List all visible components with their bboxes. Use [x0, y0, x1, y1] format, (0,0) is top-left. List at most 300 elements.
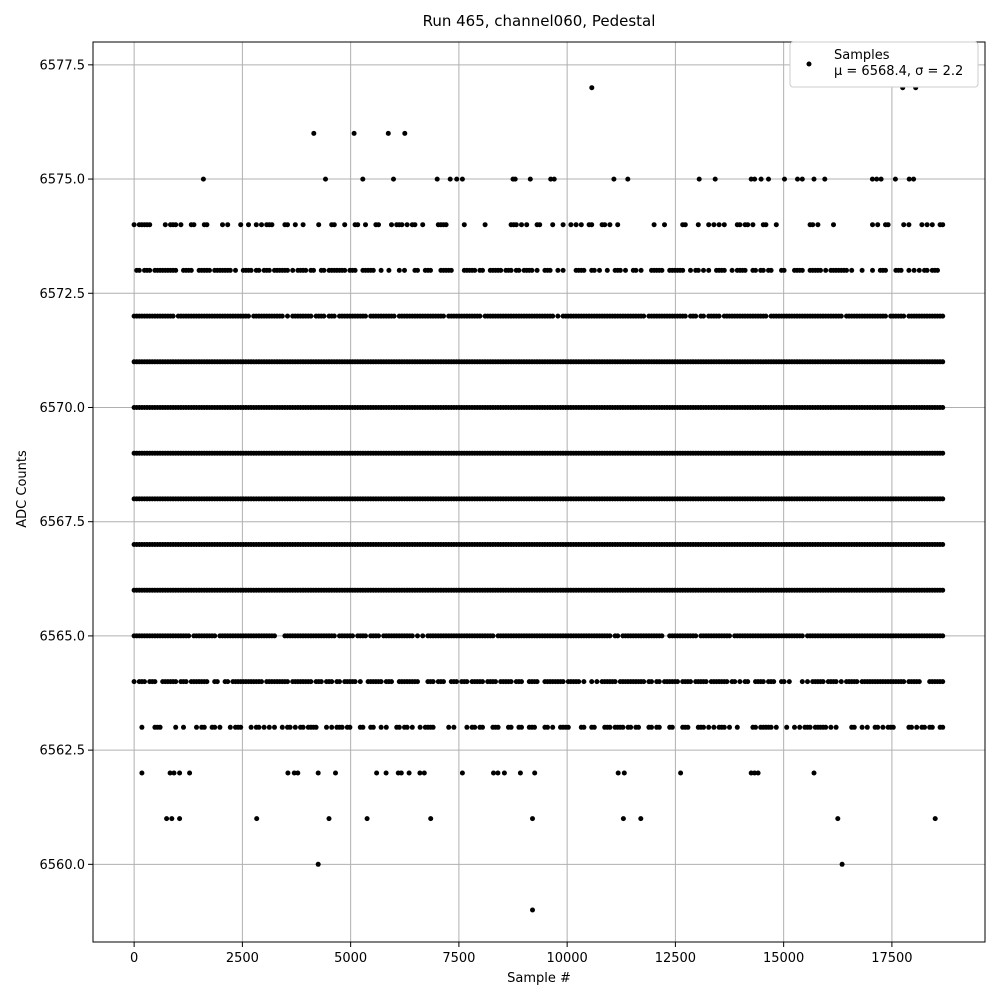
- data-point: [480, 268, 485, 273]
- data-point: [822, 177, 827, 182]
- data-point: [228, 268, 233, 273]
- data-point: [303, 268, 308, 273]
- data-point: [342, 268, 347, 273]
- data-point: [611, 177, 616, 182]
- data-point: [657, 725, 662, 730]
- data-point: [680, 268, 685, 273]
- data-point: [194, 725, 199, 730]
- data-point: [164, 816, 169, 821]
- data-point: [621, 816, 626, 821]
- data-point: [202, 725, 207, 730]
- data-point: [316, 862, 321, 867]
- data-point: [722, 268, 727, 273]
- data-point: [933, 816, 938, 821]
- data-point: [249, 268, 254, 273]
- data-point: [860, 268, 865, 273]
- data-point: [883, 268, 888, 273]
- data-point: [178, 222, 183, 227]
- data-point: [940, 588, 945, 593]
- data-point: [254, 816, 259, 821]
- data-point: [152, 679, 157, 684]
- data-point: [332, 222, 337, 227]
- legend-marker: [807, 62, 812, 67]
- data-point: [173, 679, 178, 684]
- data-point: [550, 314, 555, 319]
- data-point: [220, 222, 225, 227]
- data-point: [771, 679, 776, 684]
- data-point: [911, 177, 916, 182]
- data-point: [332, 314, 337, 319]
- data-point: [589, 222, 594, 227]
- data-point: [272, 633, 277, 638]
- data-point: [491, 771, 496, 776]
- data-point: [532, 725, 537, 730]
- data-point: [418, 725, 423, 730]
- data-point: [706, 222, 711, 227]
- data-point: [685, 725, 690, 730]
- data-point: [509, 679, 514, 684]
- data-point: [701, 725, 706, 730]
- data-point: [782, 679, 787, 684]
- data-point: [363, 314, 368, 319]
- data-point: [483, 222, 488, 227]
- data-point: [462, 222, 467, 227]
- data-point: [464, 679, 469, 684]
- data-point: [397, 268, 402, 273]
- data-point: [460, 771, 465, 776]
- data-point: [639, 268, 644, 273]
- data-point: [139, 771, 144, 776]
- data-point: [774, 725, 779, 730]
- data-point: [319, 679, 324, 684]
- data-point: [800, 177, 805, 182]
- data-point: [800, 633, 805, 638]
- x-tick-label: 12500: [654, 951, 697, 966]
- data-point: [784, 725, 789, 730]
- data-point: [823, 725, 828, 730]
- data-point: [379, 725, 384, 730]
- data-point: [186, 633, 191, 638]
- data-point: [207, 268, 212, 273]
- data-point: [477, 314, 482, 319]
- data-point: [607, 222, 612, 227]
- data-point: [823, 268, 828, 273]
- data-point: [311, 268, 316, 273]
- data-point: [769, 268, 774, 273]
- data-point: [548, 268, 553, 273]
- data-point: [435, 177, 440, 182]
- x-axis-label: Sample #: [507, 971, 571, 986]
- data-point: [870, 222, 875, 227]
- data-point: [254, 222, 259, 227]
- data-point: [329, 725, 334, 730]
- data-point: [163, 222, 168, 227]
- data-point: [930, 725, 935, 730]
- data-point: [321, 268, 326, 273]
- data-point: [173, 268, 178, 273]
- data-point: [285, 268, 290, 273]
- data-point: [347, 725, 352, 730]
- data-point: [417, 771, 422, 776]
- data-point: [940, 405, 945, 410]
- data-point: [761, 268, 766, 273]
- data-point: [594, 679, 599, 684]
- data-point: [490, 633, 495, 638]
- data-point: [763, 222, 768, 227]
- data-point: [323, 177, 328, 182]
- data-point: [376, 222, 381, 227]
- data-point: [173, 725, 178, 730]
- data-point: [628, 725, 633, 730]
- data-point: [701, 268, 706, 273]
- data-point: [399, 771, 404, 776]
- data-point: [717, 314, 722, 319]
- data-point: [597, 268, 602, 273]
- data-point: [454, 679, 459, 684]
- data-point: [706, 268, 711, 273]
- data-point: [441, 679, 446, 684]
- data-point: [620, 725, 625, 730]
- data-point: [392, 314, 397, 319]
- data-point: [172, 771, 177, 776]
- data-point: [514, 222, 519, 227]
- data-point: [350, 633, 355, 638]
- data-point: [496, 725, 501, 730]
- data-point: [355, 222, 360, 227]
- data-point: [535, 679, 540, 684]
- data-point: [711, 725, 716, 730]
- data-point: [177, 816, 182, 821]
- data-point: [410, 725, 415, 730]
- data-point: [428, 816, 433, 821]
- data-point: [301, 725, 306, 730]
- data-point: [834, 725, 839, 730]
- data-point: [412, 222, 417, 227]
- data-point: [293, 725, 298, 730]
- data-point: [502, 771, 507, 776]
- data-point: [316, 771, 321, 776]
- data-point: [566, 725, 571, 730]
- data-point: [797, 725, 802, 730]
- data-point: [831, 222, 836, 227]
- data-point: [391, 177, 396, 182]
- x-tick-label: 0: [129, 951, 139, 966]
- data-point: [384, 771, 389, 776]
- data-point: [940, 679, 945, 684]
- x-tick-label: 2500: [225, 951, 259, 966]
- data-point: [267, 268, 272, 273]
- data-point: [530, 908, 535, 913]
- data-point: [717, 222, 722, 227]
- data-point: [940, 633, 945, 638]
- data-point: [745, 679, 750, 684]
- data-point: [828, 725, 833, 730]
- data-point: [922, 725, 927, 730]
- data-point: [808, 725, 813, 730]
- data-point: [701, 314, 706, 319]
- data-point: [607, 725, 612, 730]
- y-tick-label: 6577.5: [39, 58, 85, 74]
- data-point: [280, 314, 285, 319]
- data-point: [285, 679, 290, 684]
- data-point: [935, 268, 940, 273]
- data-point: [821, 679, 826, 684]
- data-point: [448, 177, 453, 182]
- data-point: [132, 679, 137, 684]
- data-point: [249, 725, 254, 730]
- data-point: [683, 314, 688, 319]
- data-point: [358, 679, 363, 684]
- data-point: [225, 222, 230, 227]
- data-point: [713, 177, 718, 182]
- data-point: [340, 725, 345, 730]
- data-point: [912, 268, 917, 273]
- data-point: [371, 725, 376, 730]
- data-point: [706, 725, 711, 730]
- data-point: [763, 314, 768, 319]
- data-point: [139, 725, 144, 730]
- data-point: [800, 679, 805, 684]
- data-point: [147, 268, 152, 273]
- data-point: [509, 268, 514, 273]
- data-point: [812, 771, 817, 776]
- data-point: [743, 268, 748, 273]
- data-point: [516, 268, 521, 273]
- data-point: [839, 314, 844, 319]
- data-point: [870, 268, 875, 273]
- data-point: [769, 725, 774, 730]
- data-point: [472, 268, 477, 273]
- data-point: [737, 222, 742, 227]
- data-point: [420, 222, 425, 227]
- data-point: [376, 633, 381, 638]
- y-axis-label: ADC Counts: [15, 450, 30, 528]
- data-point: [386, 131, 391, 136]
- data-point: [333, 771, 338, 776]
- data-point: [940, 359, 945, 364]
- data-point: [535, 268, 540, 273]
- data-point: [519, 725, 524, 730]
- data-point: [675, 679, 680, 684]
- data-point: [581, 268, 586, 273]
- data-point: [589, 85, 594, 90]
- data-point: [509, 725, 514, 730]
- data-point: [308, 679, 313, 684]
- data-point: [493, 679, 498, 684]
- data-point: [480, 679, 485, 684]
- data-point: [201, 177, 206, 182]
- y-tick-label: 6565.0: [39, 629, 85, 645]
- data-point: [792, 725, 797, 730]
- data-point: [652, 222, 657, 227]
- data-point: [940, 542, 945, 547]
- data-point: [907, 177, 912, 182]
- data-point: [930, 222, 935, 227]
- data-point: [697, 177, 702, 182]
- data-point: [181, 725, 186, 730]
- data-point: [259, 679, 264, 684]
- data-point: [379, 268, 384, 273]
- data-point: [386, 268, 391, 273]
- data-point: [940, 725, 945, 730]
- data-point: [633, 268, 638, 273]
- data-point: [561, 222, 566, 227]
- x-tick-label: 15000: [762, 951, 805, 966]
- data-point: [191, 222, 196, 227]
- data-point: [472, 725, 477, 730]
- data-point: [169, 816, 174, 821]
- data-point: [815, 222, 820, 227]
- data-point: [839, 679, 844, 684]
- data-point: [711, 222, 716, 227]
- data-point: [618, 268, 623, 273]
- data-point: [693, 314, 698, 319]
- x-tick-label: 17500: [871, 951, 913, 966]
- data-point: [142, 679, 147, 684]
- data-point: [875, 222, 880, 227]
- data-point: [407, 771, 412, 776]
- data-point: [374, 771, 379, 776]
- data-point: [177, 771, 182, 776]
- data-point: [805, 679, 810, 684]
- data-point: [420, 633, 425, 638]
- data-point: [498, 268, 503, 273]
- data-point: [552, 177, 557, 182]
- data-point: [759, 177, 764, 182]
- data-point: [812, 177, 817, 182]
- data-point: [917, 679, 922, 684]
- data-point: [137, 268, 142, 273]
- data-point: [641, 679, 646, 684]
- data-point: [147, 222, 152, 227]
- data-point: [228, 725, 233, 730]
- data-point: [574, 222, 579, 227]
- data-point: [324, 725, 329, 730]
- data-point: [550, 725, 555, 730]
- legend-stats: μ = 6568.4, σ = 2.2: [834, 64, 964, 79]
- data-point: [561, 268, 566, 273]
- data-point: [761, 679, 766, 684]
- data-point: [431, 679, 436, 684]
- data-point: [623, 268, 628, 273]
- data-point: [389, 222, 394, 227]
- data-point: [659, 633, 664, 638]
- y-tick-label: 6575.0: [39, 172, 85, 188]
- data-point: [446, 725, 451, 730]
- data-point: [844, 268, 849, 273]
- data-point: [592, 268, 597, 273]
- data-point: [840, 862, 845, 867]
- x-tick-label: 7500: [442, 951, 476, 966]
- data-point: [555, 268, 560, 273]
- data-point: [332, 633, 337, 638]
- data-point: [782, 268, 787, 273]
- data-point: [259, 222, 264, 227]
- data-point: [750, 222, 755, 227]
- data-point: [204, 222, 209, 227]
- data-point: [818, 268, 823, 273]
- data-point: [649, 679, 654, 684]
- data-point: [171, 314, 176, 319]
- data-point: [262, 725, 267, 730]
- data-point: [745, 222, 750, 227]
- data-point: [550, 222, 555, 227]
- data-point: [285, 314, 290, 319]
- data-point: [285, 771, 290, 776]
- data-point: [212, 633, 217, 638]
- data-point: [352, 131, 357, 136]
- data-point: [204, 679, 209, 684]
- data-point: [605, 268, 610, 273]
- data-point: [568, 222, 573, 227]
- data-point: [451, 725, 456, 730]
- data-point: [314, 725, 319, 730]
- data-point: [464, 725, 469, 730]
- data-point: [360, 177, 365, 182]
- data-point: [787, 679, 792, 684]
- data-point: [422, 771, 427, 776]
- data-point: [906, 268, 911, 273]
- y-tick-label: 6560.0: [39, 857, 85, 873]
- data-point: [233, 268, 238, 273]
- data-point: [415, 268, 420, 273]
- data-point: [337, 679, 342, 684]
- data-point: [901, 314, 906, 319]
- data-point: [752, 177, 757, 182]
- data-point: [722, 725, 727, 730]
- data-point: [363, 222, 368, 227]
- data-point: [581, 679, 586, 684]
- data-point: [360, 725, 365, 730]
- data-point: [688, 679, 693, 684]
- data-point: [379, 679, 384, 684]
- data-point: [849, 268, 854, 273]
- data-point: [753, 725, 758, 730]
- data-point: [602, 222, 607, 227]
- data-point: [454, 177, 459, 182]
- data-point: [321, 314, 326, 319]
- data-point: [410, 633, 415, 638]
- data-point: [530, 816, 535, 821]
- data-point: [384, 725, 389, 730]
- data-point: [589, 679, 594, 684]
- data-point: [696, 222, 701, 227]
- data-point: [431, 725, 436, 730]
- data-point: [636, 725, 641, 730]
- data-point: [285, 222, 290, 227]
- data-point: [774, 222, 779, 227]
- data-point: [280, 725, 285, 730]
- data-point: [528, 177, 533, 182]
- data-point: [405, 725, 410, 730]
- data-point: [545, 725, 550, 730]
- data-point: [880, 725, 885, 730]
- data-point: [607, 633, 612, 638]
- data-point: [883, 314, 888, 319]
- data-point: [693, 633, 698, 638]
- x-tick-label: 10000: [546, 951, 588, 966]
- data-point: [513, 177, 518, 182]
- data-point: [800, 268, 805, 273]
- data-point: [529, 268, 534, 273]
- data-point: [865, 725, 870, 730]
- data-point: [444, 222, 449, 227]
- y-tick-label: 6572.5: [39, 286, 85, 302]
- data-point: [649, 725, 654, 730]
- data-point: [704, 679, 709, 684]
- data-point: [657, 679, 662, 684]
- data-point: [311, 131, 316, 136]
